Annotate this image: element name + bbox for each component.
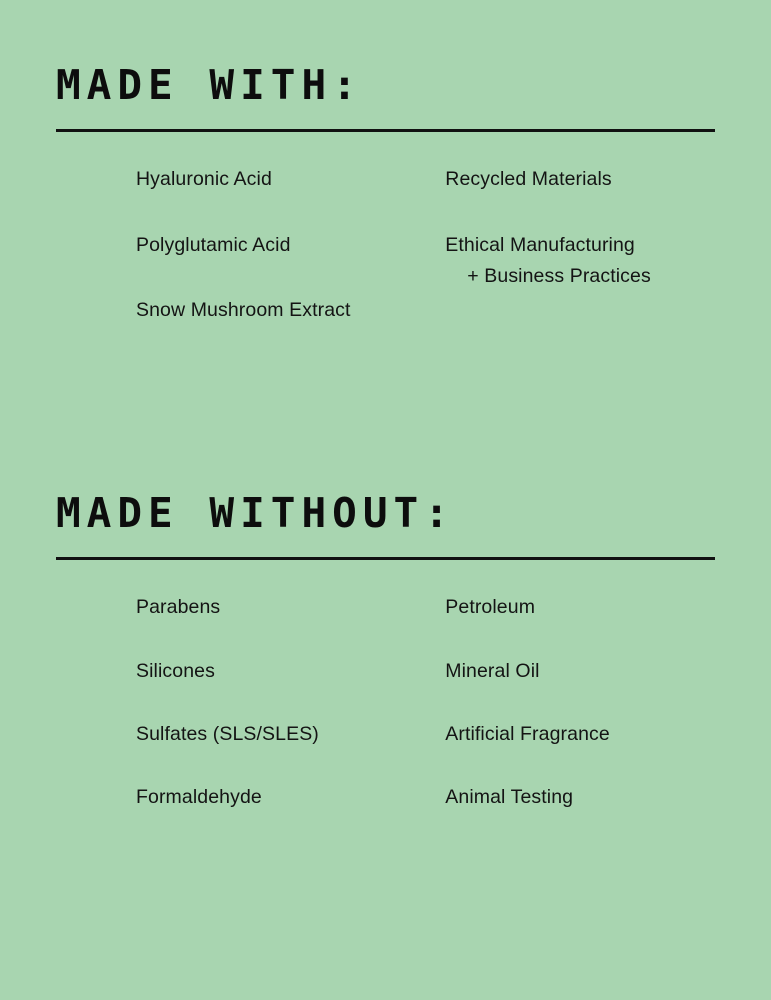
list-item: Animal Testing [445,786,574,809]
list-item: Silicones [136,659,215,682]
section-made-without [0,488,771,848]
made-with-columns [0,132,771,323]
list-item: Sulfates (SLS/SLES) [136,722,319,745]
made-with-left-column [56,166,388,323]
list-item: Parabens [136,596,221,619]
section-heading-made-with: MADE WITH: [56,61,363,109]
list-item: Hyaluronic Acid [136,168,272,191]
list-item: Artificial Fragrance [445,722,610,745]
list-item: Recycled Materials [445,168,612,191]
made-without-left-column [56,594,388,847]
list-item: Snow Mushroom Extract [136,298,351,321]
list-item: Mineral Oil [445,659,540,682]
section-made-with [0,60,771,323]
list-item: Formaldehyde [136,786,262,809]
made-with-right-column [388,166,715,323]
list-item-sublabel: + Business Practices [467,264,651,287]
list-item [445,232,715,290]
list-item: Polyglutamic Acid [136,233,291,256]
list-item: Petroleum [445,596,536,619]
made-without-right-column [388,594,715,847]
section-heading-made-without: MADE WITHOUT: [56,489,455,537]
made-without-columns [0,560,771,847]
list-item-label: Ethical Manufacturing [445,233,635,256]
